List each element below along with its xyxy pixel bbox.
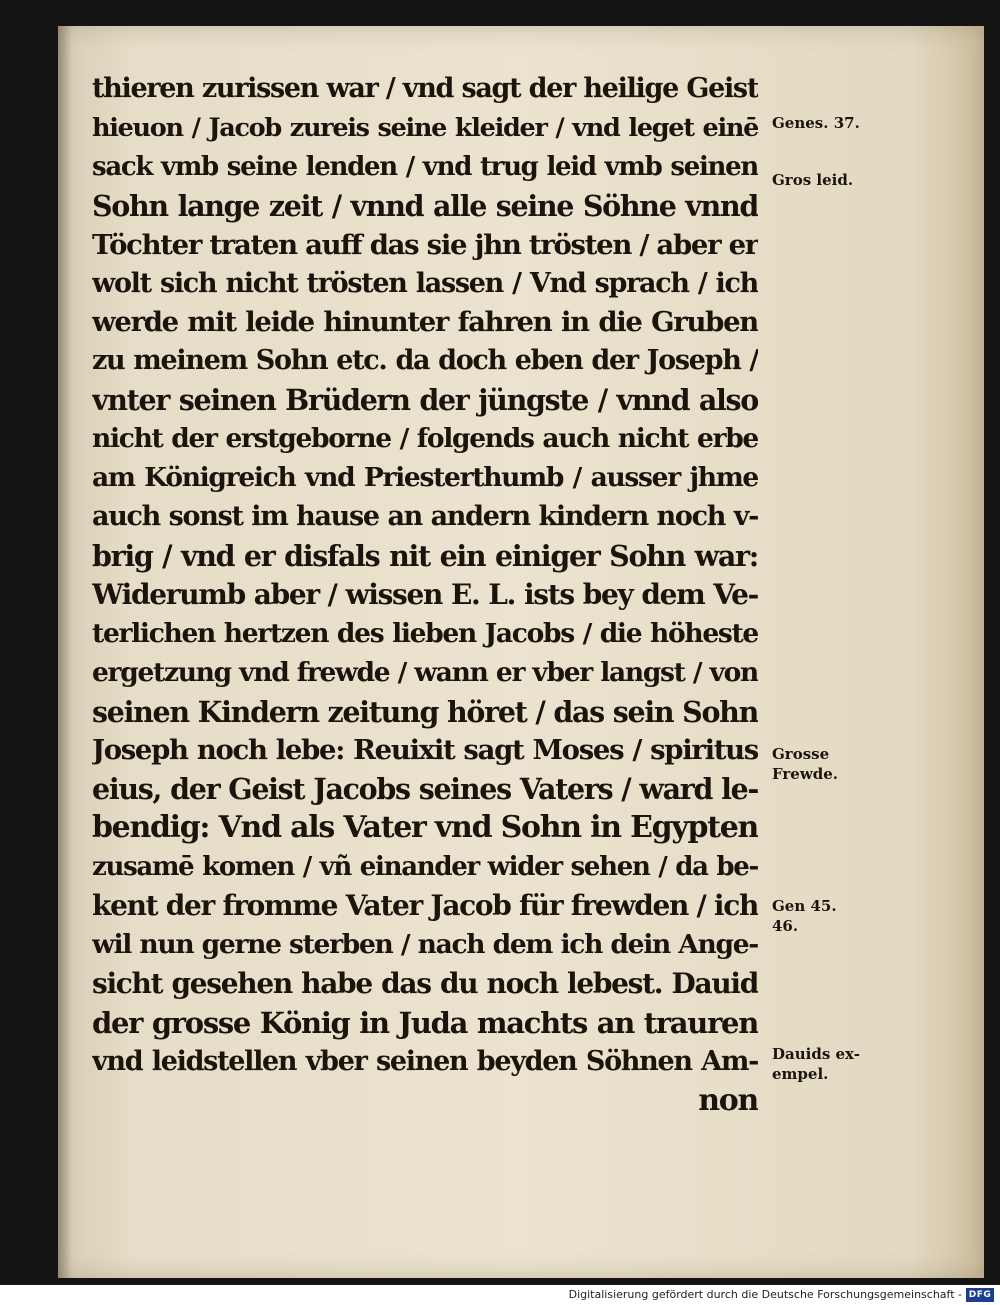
margin-note-gros-leid: Gros leid. <box>772 171 854 189</box>
text-line: nicht der erstgeborne / folgends auch nicht erbe <box>92 423 758 455</box>
text-line: zu meinem Sohn etc. da doch eben der Joseph / <box>92 345 758 377</box>
text-line: Töchter traten auff das sie jhn trösten / aber er <box>92 228 758 261</box>
catchword: non <box>698 1082 758 1118</box>
margin-note-dauids: Dauids ex- <box>772 1045 860 1063</box>
text-line: terlichen hertzen des lieben Jacobs / die höheste <box>92 617 758 649</box>
text-line: wil nun gerne sterben / nach dem ich dein Ange- <box>92 928 758 960</box>
body-text <box>92 70 782 1120</box>
margin-note-gen45: Gen 45. <box>772 897 837 915</box>
dfg-credit: Digitalisierung gefördert durch die Deutsche Forschungsgemeinschaft - <box>568 1288 962 1301</box>
text-line: eius, der Geist Jacobs seines Vaters / ward le- <box>92 772 758 807</box>
text-line: sack vmb seine lenden / vnd trug leid vmb seinen <box>92 151 758 182</box>
text-line: ergetzung vnd frewde / wann er vber langst / von <box>92 656 758 688</box>
page-spine-shadow <box>58 26 72 1278</box>
text-line: am Königreich vnd Priesterthumb / ausser jhme <box>92 462 758 494</box>
text-line: thieren zurissen war / vnd sagt der heilige Geist <box>92 73 758 104</box>
margin-note-genes: Genes. 37. <box>772 114 860 132</box>
dfg-logo-icon: DFG <box>966 1288 994 1302</box>
text-line: auch sonst im hause an andern kindern noch v- <box>92 500 758 532</box>
text-line: hieuon / Jacob zureis seine kleider / vnd leget einē <box>92 112 758 143</box>
margin-note-grosse: Grosse <box>772 745 830 763</box>
text-line: Widerumb aber / wissen E. L. ists bey dem Ve- <box>92 577 758 611</box>
margin-note-gen46: 46. <box>772 917 799 935</box>
text-line: Sohn lange zeit / vnnd alle seine Söhne vnnd <box>92 188 758 223</box>
text-line: sicht gesehen habe das du noch lebest. Dauid <box>92 966 758 1000</box>
text-line: Joseph noch lebe: Reuixit sagt Moses / spiritus <box>92 734 758 767</box>
text-line: bendig: Vnd als Vater vnd Sohn in Egypten <box>92 810 758 846</box>
margin-note-empel: empel. <box>772 1065 829 1083</box>
text-line: werde mit leide hinunter fahren in die Gruben <box>92 306 758 339</box>
text-line: brig / vnd er disfals nit ein einiger Sohn war: <box>92 538 758 573</box>
footer-bar <box>0 1285 1000 1305</box>
margin-note-frewde: Frewde. <box>772 765 838 783</box>
text-line: kent der fromme Vater Jacob für frewden / ich <box>92 889 758 923</box>
text-line: zusamē komen / vñ einander wider sehen / da be- <box>92 852 758 883</box>
text-line: der grosse König in Juda machts an trauren <box>92 1005 758 1040</box>
text-line: vnd leidstellen vber seinen beyden Söhnen Am- <box>92 1045 758 1077</box>
text-line: seinen Kindern zeitung höret / das sein Sohn <box>92 694 758 729</box>
text-line: vnter seinen Brüdern der jüngste / vnnd also <box>92 383 758 418</box>
text-line: wolt sich nicht trösten lassen / Vnd sprach / ich <box>92 267 758 299</box>
